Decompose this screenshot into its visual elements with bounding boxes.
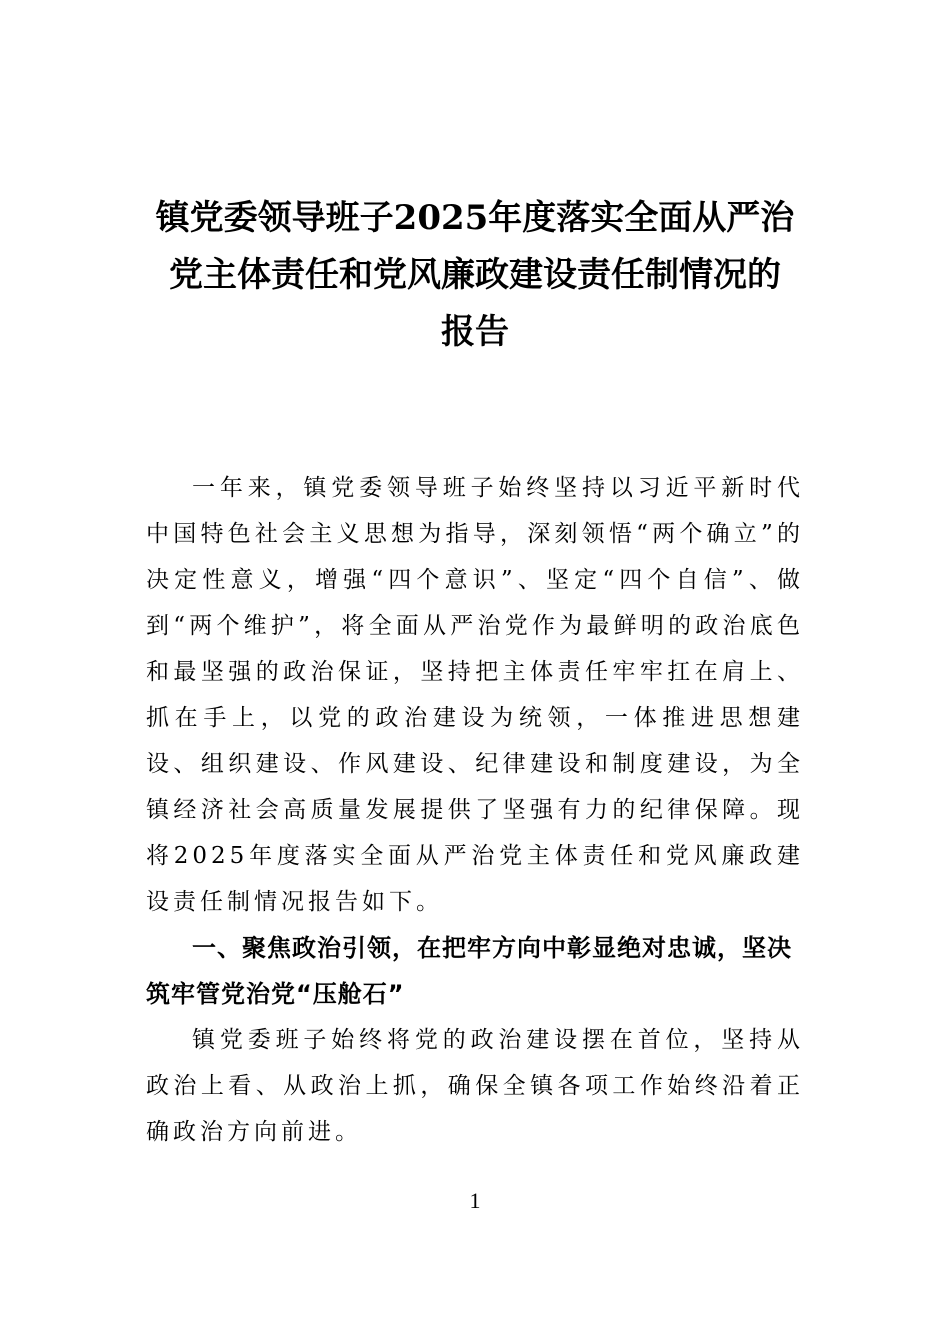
title-line-3: 报告 bbox=[441, 312, 509, 352]
document-body bbox=[146, 465, 804, 1155]
document-title bbox=[140, 190, 810, 361]
page-number: 1 bbox=[469, 1188, 481, 1213]
title-line-2: 党主体责任和党风廉政建设责任制情况的 bbox=[169, 255, 781, 295]
section-heading: 一、聚焦政治引领，在把牢方向中彰显绝对忠诚，坚决筑牢管党治党“压舱石” bbox=[146, 934, 792, 1008]
section-paragraph: 镇党委班子始终将党的政治建设摆在首位，坚持从政治上看、从政治上抓，确保全镇各项工作始终沿着正确政治方向前进。 bbox=[146, 1027, 804, 1145]
title-line-1: 镇党委领导班子2025年度落实全面从严治 bbox=[155, 198, 795, 238]
intro-paragraph: 一年来，镇党委领导班子始终坚持以习近平新时代中国特色社会主义思想为指导，深刻领悟“两个确立”的决定性意义，增强“四个意识”、坚定“四个自信”、做到“两个维护”，将全面从严治党作为最鲜明的政治底色和最坚强的政治保证，坚持把主体责任牢牢扛在肩上、抓在手上，以党的政治建设为统领，一体推进思想建设、组织建设、作风建设、纪律建设和制度建设，为全镇经济社会高质量发展提供了坚强有力的纪律保障。现将2025年度落实全面从严治党主体责任和党风廉政建设责任制情况报告如下。 bbox=[146, 475, 804, 915]
